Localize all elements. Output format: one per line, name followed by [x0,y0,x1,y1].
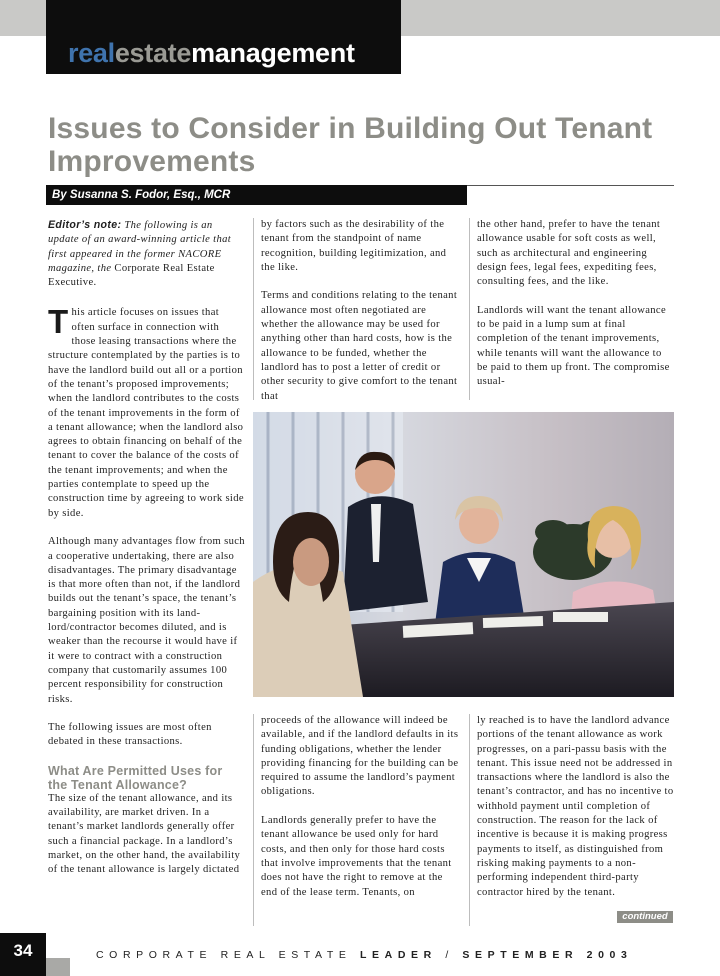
body-paragraph: The following issues are most often debated in these transactions. [48,722,212,748]
column-divider [253,218,254,400]
brand-word-real: real [68,38,115,68]
body-paragraph: Landlords generally prefer to have the tenant allowance be used only for hard costs, and then only for those hard costs that involve improvements that the tenant does not have the right to remove at the end of the lease term. Tenants, on [261,815,452,898]
column-divider [469,218,470,400]
publication-name: CORPORATE REAL ESTATE [96,949,352,961]
column-divider [253,714,254,926]
body-paragraph: Although many advantages flow from such a cooperative undertaking, there are also disadvantages. The primary disadvantage is that more often than not, if the landlord builds out the tenant’s space, the tenant’s bargaining position with its landlord/contractor becomes diluted, and is weaker than the recourse it would have if it were to contract with a construction company that customarily assumes 100 percent responsibility for construction risks. [48,536,245,705]
brand-word-estate: estate [114,38,192,68]
column-2-top [261,218,461,404]
footer-gray-block [46,958,70,976]
drop-cap: T [48,303,69,341]
section-subhead: What Are Permitted Uses for the Tenant Allowance? [48,763,223,792]
byline-rule [467,185,674,186]
column-divider [469,714,470,926]
brand-word-management: management [191,38,355,68]
body-paragraph: proceeds of the allowance will indeed be available, and if the landlord defaults in its funding obligations, whether the lender providing financing for the building can be required to assume the landlord’s payment obligations. [261,715,459,798]
meeting-photo-illustration [253,412,674,697]
continued-tag: continued [617,911,673,923]
body-paragraph: This article focuses on issues that often surface in connection with those leasing transactions where the structure contemplated by the parties is to have the landlord build out all or a portion of the tenant’s proposed improvements; when the landlord contributes to the costs of the tenant improvements in the form of a tenant allowance; when the landlord also agrees to obtain financing on behalf of the tenant to cover the balance of the costs of the tenant improvements; and when the parties contemplate to speed up the construction time by agreeing to work side by side. [48,303,244,519]
page-number: 34 [13,941,33,960]
publication-name-bold: LEADER [360,949,437,961]
issue-date: SEPTEMBER 2003 [462,949,633,961]
article-photo-business-meeting [253,412,674,697]
column-2-bottom [261,714,461,900]
body-paragraph: by factors such as the desirability of the tenant from the standpoint of name recognition, building legitimization, and the like. [261,219,447,273]
column-1 [48,218,245,877]
body-paragraph: the other hand, prefer to have the tenant allowance usable for soft costs as well, such as architectural and engineering design fees, legal fees, expediting fees, consulting fees, and the like. [477,219,661,288]
editor-note: Editor’s note: The following is an update of an award-winning article that first appeared in the former NACORE magazine, the Corporate Real Estate Executive. [48,219,232,289]
body-paragraph: The size of the tenant allowance, and its availability, are market driven. In a tenant’s market landlords generally offer such a financial package. In a landlord’s market, on the other hand, the availability of the tenant allowance is largely dictated [48,792,241,876]
body-paragraph: Terms and conditions relating to the tenant allowance most often negotiated are whether the allowance may be used for anything other than hard costs, how is the allowance to be funded, whether the landlord has to post a letter of credit or other security to give comfort to the tenant that [261,290,458,402]
section-brand-logo [68,36,355,70]
body-paragraph: Landlords will want the tenant allowance to be paid in a lump sum at final completion of the tenant improvements, while tenants will want the allowance to be paid to them up front. The compromise usual- [477,304,670,388]
column-3-top [477,218,675,390]
footer-separator: / [445,949,454,961]
body-paragraph: ly reached is to have the landlord advance portions of the tenant allowance as work progresses, on a pari-passu basis with the tenant. This issue need not be addressed in transactions where the landlord is also the tenant’s contractor, and has no incentive to withhold payment until completion of construction. The reason for the lack of incentive is because it is making progress payments to itself, as distinguished from risking making payments to a non-performing independent third-party contractor hired by the tenant. [477,715,674,898]
article-title: Issues to Consider in Building Out Tenant Improvements [48,112,653,178]
column-3-bottom [477,714,675,900]
editor-note-label: Editor’s note: [48,219,122,231]
article-byline: By Susanna S. Fodor, Esq., MCR [52,189,231,201]
footer-publication-line [96,949,632,961]
